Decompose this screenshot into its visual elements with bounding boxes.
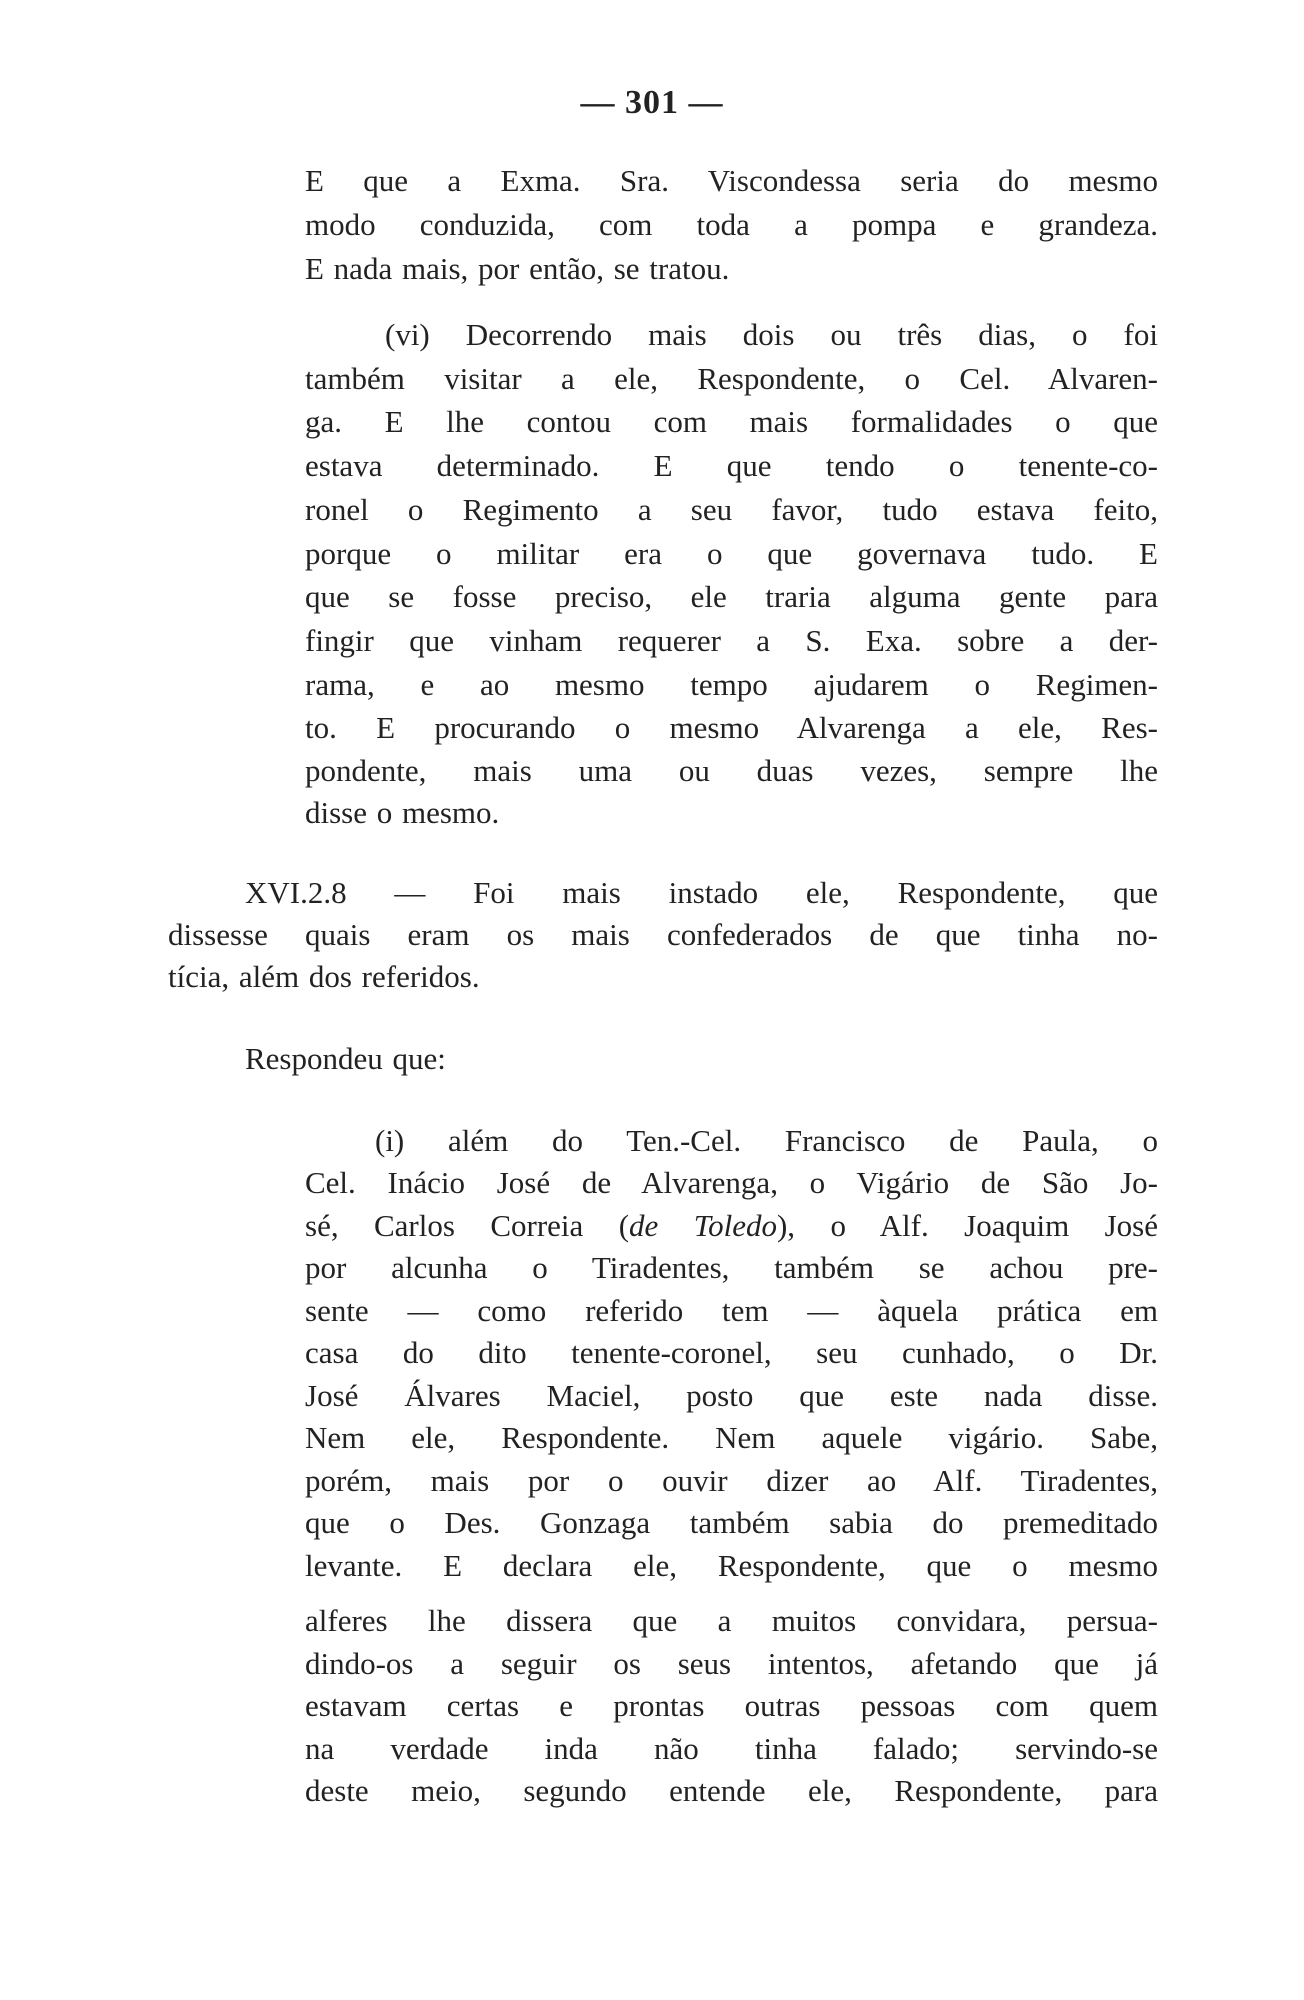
text-line: José Álvares Maciel, posto que este nada disse. bbox=[305, 1378, 1158, 1413]
text-line: ronel o Regimento a seu favor, tudo estava feito, bbox=[305, 492, 1158, 527]
text-line: disse o mesmo. bbox=[305, 795, 500, 830]
text-line: sente — como referido tem — àquela prática em bbox=[305, 1293, 1158, 1328]
text-line: que o Des. Gonzaga também sabia do premeditado bbox=[305, 1505, 1158, 1540]
text-line: também visitar a ele, Respondente, o Cel. Alvaren- bbox=[305, 361, 1158, 396]
text-line: porque o militar era o que governava tudo. E bbox=[305, 536, 1158, 571]
text-line: ga. E lhe contou com mais formalidades o que bbox=[305, 404, 1158, 439]
text-line: XVI.2.8 — Foi mais instado ele, Respondente, que bbox=[245, 875, 1158, 910]
text-line: casa do dito tenente-coronel, seu cunhado, o Dr. bbox=[305, 1335, 1158, 1370]
text-line: dissesse quais eram os mais confederados de que tinha no- bbox=[168, 917, 1158, 952]
text-line: pondente, mais uma ou duas vezes, sempre lhe bbox=[305, 753, 1158, 788]
text-line: (vi) Decorrendo mais dois ou três dias, o foi bbox=[385, 317, 1158, 352]
text-line: Cel. Inácio José de Alvarenga, o Vigário de São Jo- bbox=[305, 1165, 1158, 1200]
text-line: dindo-os a seguir os seus intentos, afetando que já bbox=[305, 1646, 1158, 1681]
text-line: Nem ele, Respondente. Nem aquele vigário. Sabe, bbox=[305, 1420, 1158, 1455]
text-line: estava determinado. E que tendo o tenente-co- bbox=[305, 448, 1158, 483]
text-line: na verdade inda não tinha falado; servindo-se bbox=[305, 1731, 1158, 1766]
text-line: modo conduzida, com toda a pompa e grandeza. bbox=[305, 207, 1158, 242]
text-line: E nada mais, por então, se tratou. bbox=[305, 251, 730, 286]
text-line: estavam certas e prontas outras pessoas com quem bbox=[305, 1688, 1158, 1723]
italic-name: de Toledo bbox=[629, 1208, 777, 1243]
text-line bbox=[305, 1205, 1158, 1247]
text-line: porém, mais por o ouvir dizer ao Alf. Tiradentes, bbox=[305, 1463, 1158, 1498]
text-line: E que a Exma. Sra. Viscondessa seria do mesmo bbox=[305, 163, 1158, 198]
text-line: rama, e ao mesmo tempo ajudarem o Regimen- bbox=[305, 667, 1158, 702]
text-line: levante. E declara ele, Respondente, que o mesmo bbox=[305, 1548, 1158, 1583]
text-line: (i) além do Ten.-Cel. Francisco de Paula, o bbox=[375, 1123, 1158, 1158]
text-line: tícia, além dos referidos. bbox=[168, 959, 480, 994]
text-line: que se fosse preciso, ele traria alguma gente para bbox=[305, 579, 1158, 614]
text-fragment: ), o Alf. Joaquim José bbox=[776, 1208, 1159, 1243]
text-line: to. E procurando o mesmo Alvarenga a ele, Res- bbox=[305, 710, 1158, 745]
text-fragment: sé, Carlos Correia ( bbox=[305, 1208, 630, 1243]
text-line: alferes lhe dissera que a muitos convidara, persua- bbox=[305, 1603, 1158, 1638]
respondeu-heading: Respondeu que: bbox=[245, 1041, 446, 1076]
text-line: deste meio, segundo entende ele, Respondente, para bbox=[305, 1773, 1158, 1808]
text-line: fingir que vinham requerer a S. Exa. sobre a der- bbox=[305, 623, 1158, 658]
text-line: por alcunha o Tiradentes, também se achou pre- bbox=[305, 1250, 1158, 1285]
page-number: — 301 — bbox=[580, 84, 724, 121]
